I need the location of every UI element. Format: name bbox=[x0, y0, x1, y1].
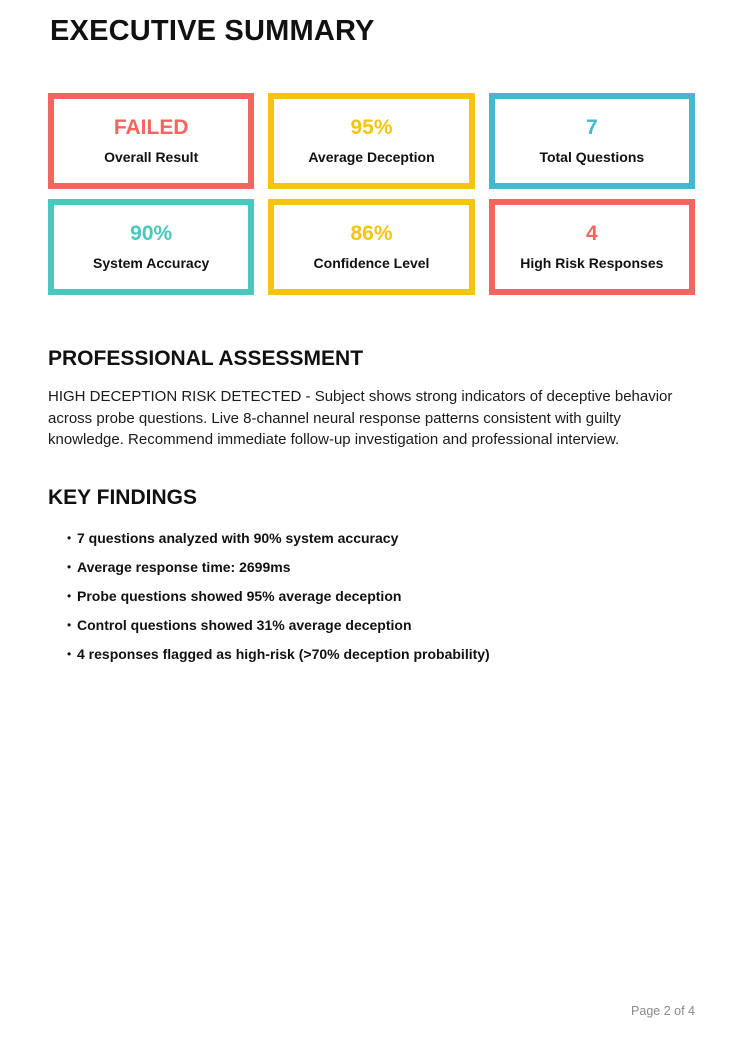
key-findings-list bbox=[48, 529, 695, 663]
page-number: Page 2 of 4 bbox=[631, 1004, 695, 1018]
stat-label-total-questions: Total Questions bbox=[539, 149, 645, 165]
stat-value-overall-result: FAILED bbox=[113, 116, 189, 139]
key-finding-item: • Control questions showed 31% average deception bbox=[48, 616, 695, 634]
summary-stat-cards bbox=[48, 93, 695, 295]
stat-value-average-deception: 95% bbox=[350, 116, 393, 139]
stat-card-average-deception bbox=[268, 93, 474, 189]
stat-label-confidence-level: Confidence Level bbox=[313, 255, 430, 271]
key-finding-item: • Average response time: 2699ms bbox=[48, 558, 695, 576]
professional-assessment-text: HIGH DECEPTION RISK DETECTED - Subject shows strong indicators of deceptive behavior across probe questions. Live 8-channel neural response patterns consistent with guilty knowledge. Recommend immediate follow-up investigation and professional interview. bbox=[48, 388, 673, 448]
stat-value-high-risk-responses: 4 bbox=[585, 222, 598, 245]
stat-label-overall-result: Overall Result bbox=[104, 149, 199, 165]
report-page-content bbox=[48, 0, 695, 674]
page-title: EXECUTIVE SUMMARY bbox=[50, 15, 375, 47]
professional-assessment-heading: PROFESSIONAL ASSESSMENT bbox=[48, 347, 364, 370]
stat-label-average-deception: Average Deception bbox=[308, 149, 435, 165]
key-finding-item: • Probe questions showed 95% average deception bbox=[48, 587, 695, 605]
stat-value-system-accuracy: 90% bbox=[130, 222, 173, 245]
key-findings-heading: KEY FINDINGS bbox=[48, 485, 197, 509]
stat-card-overall-result bbox=[48, 93, 254, 189]
stat-value-confidence-level: 86% bbox=[350, 222, 393, 245]
stat-card-confidence-level bbox=[268, 199, 474, 295]
stat-label-system-accuracy: System Accuracy bbox=[93, 255, 210, 271]
stat-card-total-questions bbox=[489, 93, 695, 189]
stat-card-system-accuracy bbox=[48, 199, 254, 295]
key-finding-item: • 7 questions analyzed with 90% system accuracy bbox=[48, 529, 695, 547]
stat-value-total-questions: 7 bbox=[585, 116, 598, 139]
key-finding-item: • 4 responses flagged as high-risk (>70% deception probability) bbox=[48, 645, 695, 663]
stat-label-high-risk-responses: High Risk Responses bbox=[520, 255, 664, 271]
stat-card-high-risk-responses bbox=[489, 199, 695, 295]
